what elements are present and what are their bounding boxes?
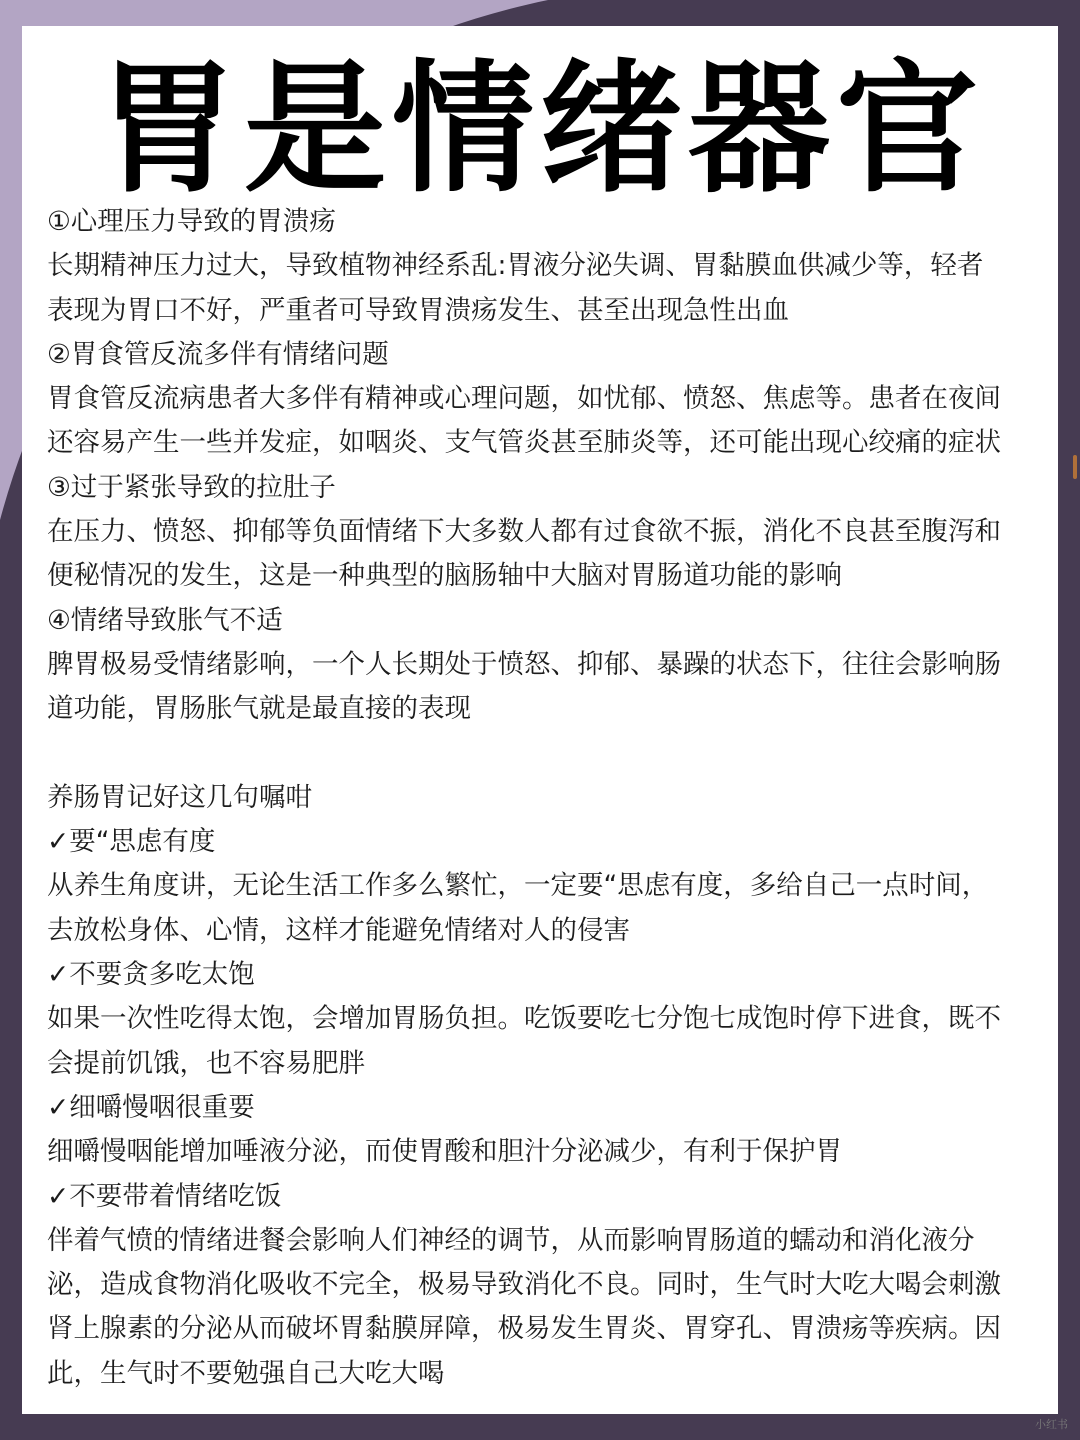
paragraph-line: 脾胃极易受情绪影响，一个人长期处于愤怒、抑郁、暴躁的状态下，往往会影响肠 [47,648,1001,680]
section-heading: ②胃食管反流多伴有情绪问题 [47,338,389,370]
paragraph-line: 表现为胃口不好，严重者可导致胃溃疡发生、甚至出现急性出血 [47,294,789,326]
paragraph-line: 从养生角度讲，无论生活工作多么繁忙，一定要“思虑有度，多给自己一点时间， [47,870,989,902]
section-heading: ①心理压力导致的胃溃疡 [47,206,336,237]
paragraph-line: 道功能，胃肠胀气就是最直接的表现 [47,693,471,725]
paragraph-line: 如果一次性吃得太饱，会增加胃肠负担。吃饭要吃七分饱七成饱时停下进食，既不 [47,1003,1001,1035]
paragraph-line: 此，生气时不要勉强自己大吃大喝 [47,1357,445,1389]
edge-marker [1073,455,1077,479]
paragraph-line: 去放松身体、心情，这样才能避免情绪对人的侵害 [47,914,630,946]
paragraph-line: 会提前饥饿，也不容易肥胖 [47,1047,365,1079]
tip-heading: ✓不要带着情绪吃饭 [47,1180,282,1212]
tip-heading: ✓不要贪多吃太饱 [47,959,255,991]
tip-heading: ✓要“思虑有度 [47,826,216,858]
paragraph-line: 在压力、愤怒、抑郁等负面情绪下大多数人都有过食欲不振，消化不良甚至腹泻和 [47,516,1001,548]
paragraph-line: 细嚼慢咽能增加唾液分泌，而使胃酸和胆汁分泌减少，有利于保护胃 [47,1136,842,1168]
paragraph-line: 还容易产生一些并发症，如咽炎、支气管炎甚至肺炎等，还可能出现心绞痛的症状 [47,427,1001,459]
paragraph-line: 肾上腺素的分泌从而破坏胃黏膜屏障，极易发生胃炎、胃穿孔、胃溃疡等疾病。因 [47,1313,1001,1345]
watermark: 小红书 [1035,1418,1068,1431]
tip-heading: ✓细嚼慢咽很重要 [47,1091,255,1123]
paragraph-line: 便秘情况的发生，这是一种典型的脑肠轴中大脑对胃肠道功能的影响 [47,560,842,592]
spacer [47,732,1047,776]
paragraph-line: 泌，造成食物消化吸收不完全，极易导致消化不良。同时，生气时大吃大喝会刺激 [47,1269,1001,1301]
page-title: 胃是情绪器官 [96,47,984,212]
section-heading: ③过于紧张导致的拉肚子 [47,471,336,503]
paragraph-line: 胃食管反流病患者大多伴有精神或心理问题，如忧郁、愤怒、焦虑等。患者在夜间 [47,383,1001,415]
tips-intro: 养肠胃记好这几句嘱咁 [47,781,312,813]
article-body [47,200,1047,1396]
paragraph-line: 伴着气愤的情绪进餐会影响人们神经的调节，从而影响胃肠道的蠕动和消化液分 [47,1224,975,1256]
section-heading: ④情绪导致胀气不适 [47,604,283,636]
paragraph-line: 长期精神压力过大，导致植物神经系乱:胃液分泌失调、胃黏膜血供减少等，轻者 [47,250,984,282]
